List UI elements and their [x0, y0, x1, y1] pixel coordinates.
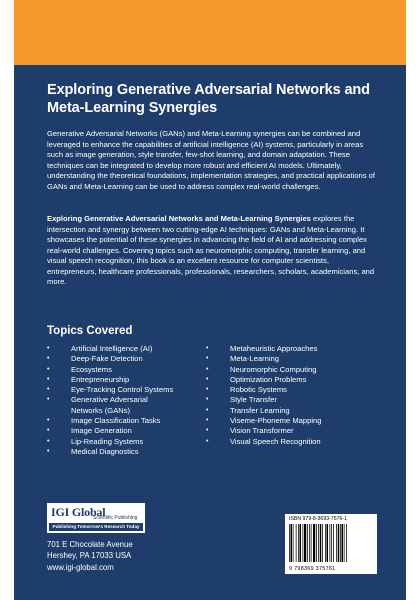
bullet-icon: •: [47, 355, 50, 363]
topic-item: • Style Transfer: [206, 395, 277, 405]
topic-item: • Neuromorphic Computing: [206, 364, 317, 374]
bullet-icon: •: [206, 386, 209, 394]
title-line-1: Exploring Generative Adversarial Networks and: [47, 82, 370, 98]
topic-item: • Ecosystems: [47, 364, 112, 374]
publisher-logo: [47, 503, 145, 533]
topic-item: • Vision Transformer: [206, 426, 294, 436]
bullet-icon: •: [206, 365, 209, 373]
topic-item: • Image Classification Tasks: [47, 416, 161, 426]
description-paragraph-2: [47, 214, 379, 288]
topic-item-continuation: Networks (GANs): [71, 405, 131, 415]
topic-item: • Artificial Intelligence (AI): [47, 344, 153, 353]
bullet-icon: •: [47, 417, 50, 425]
bullet-icon: •: [206, 437, 209, 445]
bullet-icon: •: [47, 386, 50, 394]
topic-item: • Generative Adversarial: [47, 395, 148, 405]
bullet-icon: •: [206, 417, 209, 425]
book-back-cover: [14, 0, 406, 600]
address-street: 701 E Chocolate Avenue: [47, 540, 133, 549]
topic-item: • Robotic Systems: [206, 385, 287, 395]
bullet-icon: •: [47, 437, 50, 445]
description-paragraph-2-text: explores the intersection and synergy between two cutting-edge AI techniques: GANs and Meta-Learning. It showcases the potential of these synergies in advancing the field of AI and addressing complex real-world challenges. Covering topics such as neuromorphic computing, transfer learning, and visual speech recognition, this book is an excellent resource for computer scientists, entrepreneurs, healthcare professionals, professionals, researchers, scholars, academicians, and more.: [47, 214, 375, 286]
publisher-website: www.igi-global.com: [47, 562, 114, 572]
topics-list-right: [206, 344, 376, 447]
topic-item: • Lip-Reading Systems: [47, 436, 144, 446]
topic-item: • Deep-Fake Detection: [47, 354, 143, 364]
bullet-icon: •: [47, 345, 50, 352]
bullet-icon: •: [206, 375, 209, 383]
barcode-digits: 9 798369 375761: [289, 566, 336, 572]
topics-list-left: [47, 344, 207, 457]
bullet-icon: •: [206, 355, 209, 363]
topic-item: • Meta-Learning: [206, 354, 279, 364]
book-title: [47, 81, 377, 117]
topic-item: • Entrepreneurship: [47, 374, 130, 384]
isbn-label: ISBN 979-8-3693-7576-1: [289, 516, 347, 522]
logo-name: IGI Global: [51, 505, 106, 519]
bullet-icon: •: [206, 396, 209, 404]
orange-top-band: [14, 0, 406, 65]
barcode-icon: [289, 524, 373, 562]
topic-item: • Image Generation: [47, 426, 132, 436]
description-book-title-bold: Exploring Generative Adversarial Networks and Meta-Learning Synergies: [47, 214, 311, 223]
barcode-box: [285, 514, 377, 574]
bullet-icon: •: [47, 427, 50, 435]
topic-item: • Viseme-Phoneme Mapping: [206, 416, 322, 426]
bullet-icon: •: [47, 396, 50, 404]
topic-item: • Metaheuristic Approaches: [206, 344, 318, 353]
description-paragraph-1: Generative Adversarial Networks (GANs) and Meta-Learning synergies can be combined and leveraged to enhance the capabilities of artificial intelligence (AI) systems, particularly in areas such as image generation, style transfer, few-shot learning, and domain adaptation. These techniques can be integrated to develop more robust and efficient AI models. Ultimately, understanding the theoretical foundations, implementation strategies, and practical applications of GANs and Meta-Learning can be used to address complex real-world challenges.: [47, 129, 375, 191]
publisher-address: [47, 539, 133, 573]
bullet-icon: •: [206, 345, 209, 352]
bullet-icon: •: [47, 365, 50, 373]
logo-subtitle: Scientific Publishing: [93, 515, 138, 521]
bullet-icon: •: [47, 375, 50, 383]
bullet-icon: •: [206, 427, 209, 435]
topic-item: • Eye-Tracking Control Systems: [47, 385, 174, 395]
topic-item: • Visual Speech Recognition: [206, 436, 321, 446]
topic-item: • Optimization Problems: [206, 374, 307, 384]
topics-heading: Topics Covered: [47, 325, 133, 337]
topic-item: • Transfer Learning: [206, 405, 290, 415]
logo-tagline: Publishing Tomorrow's Research Today: [49, 523, 143, 531]
topic-item: • Medical Diagnostics: [47, 446, 139, 456]
title-line-2: Meta-Learning Synergies: [47, 100, 218, 116]
address-city: Hershey, PA 17033 USA: [47, 551, 132, 561]
bullet-icon: •: [206, 406, 209, 414]
bullet-icon: •: [47, 447, 50, 455]
